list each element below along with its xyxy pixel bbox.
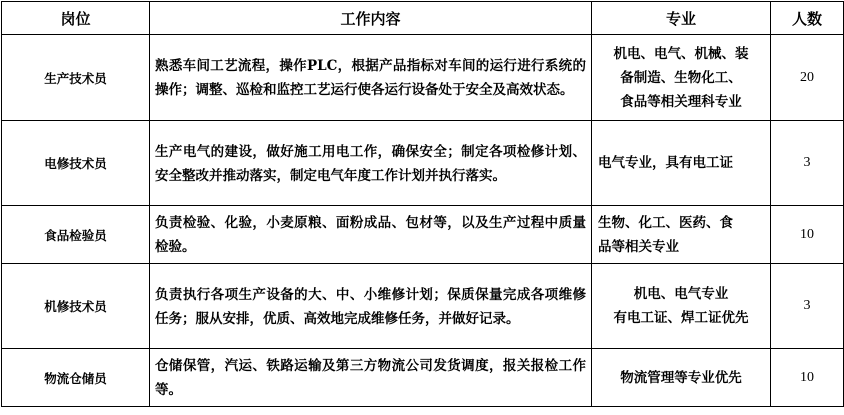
table-row xyxy=(2,206,844,264)
header-major: 专业 xyxy=(592,2,771,35)
major-cell xyxy=(592,121,771,206)
recruitment-table xyxy=(1,1,844,407)
major-line: 备制造、生物化工、 xyxy=(620,69,742,86)
major-line: 物流管理等专业优先 xyxy=(620,369,742,386)
header-role: 岗位 xyxy=(2,2,150,35)
role-cell: 机修技术员 xyxy=(2,264,150,349)
major-line: 生物、化工、医药、食 xyxy=(598,214,733,231)
header-row xyxy=(2,2,844,35)
role-cell: 物流仓储员 xyxy=(2,349,150,407)
work-cell: 负责执行各项生产设备的大、中、小维修计划；保质保量完成各项维修任务；服从安排，优质、高效地完成维修任务，并做好记录。 xyxy=(150,264,592,349)
table-row xyxy=(2,349,844,407)
major-cell xyxy=(592,264,771,349)
major-cell xyxy=(592,206,771,264)
role-cell: 食品检验员 xyxy=(2,206,150,264)
count-cell: 3 xyxy=(771,121,844,206)
major-line: 机电、电气、机械、装 xyxy=(613,45,749,62)
count-cell: 3 xyxy=(771,264,844,349)
work-cell: 仓储保管，汽运、铁路运输及第三方物流公司发货调度，报关报检工作等。 xyxy=(150,349,592,407)
work-cell: 负责检验、化验，小麦原粮、面粉成品、包材等，以及生产过程中质量检验。 xyxy=(150,206,592,264)
role-cell: 电修技术员 xyxy=(2,121,150,206)
count-cell: 10 xyxy=(771,206,844,264)
header-count: 人数 xyxy=(771,2,844,35)
major-line: 机电、电气专业 xyxy=(633,286,729,302)
major-cell xyxy=(592,349,771,407)
work-cell: 生产电气的建设，做好施工用电工作，确保安全；制定各项检修计划、安全整改并推动落实，制定电气年度工作计划并执行落实。 xyxy=(150,121,592,206)
major-line: 品等相关专业 xyxy=(598,238,679,255)
table-row xyxy=(2,121,844,206)
major-line: 电气专业，具有电工证 xyxy=(598,155,733,171)
header-work: 工作内容 xyxy=(150,2,592,35)
count-cell: 20 xyxy=(771,35,844,121)
work-cell: 熟悉车间工艺流程，操作PLC，根据产品指标对车间的运行进行系统的操作；调整、巡检和监控工艺运行使各运行设备处于安全及高效状态。 xyxy=(150,35,592,121)
table-row xyxy=(2,264,844,349)
count-cell: 10 xyxy=(771,349,844,407)
major-cell xyxy=(592,35,771,121)
table-row xyxy=(2,35,844,121)
role-cell: 生产技术员 xyxy=(2,35,150,121)
major-line: 食品等相关理科专业 xyxy=(620,93,742,110)
major-line: 有电工证、焊工证优先 xyxy=(613,310,749,326)
